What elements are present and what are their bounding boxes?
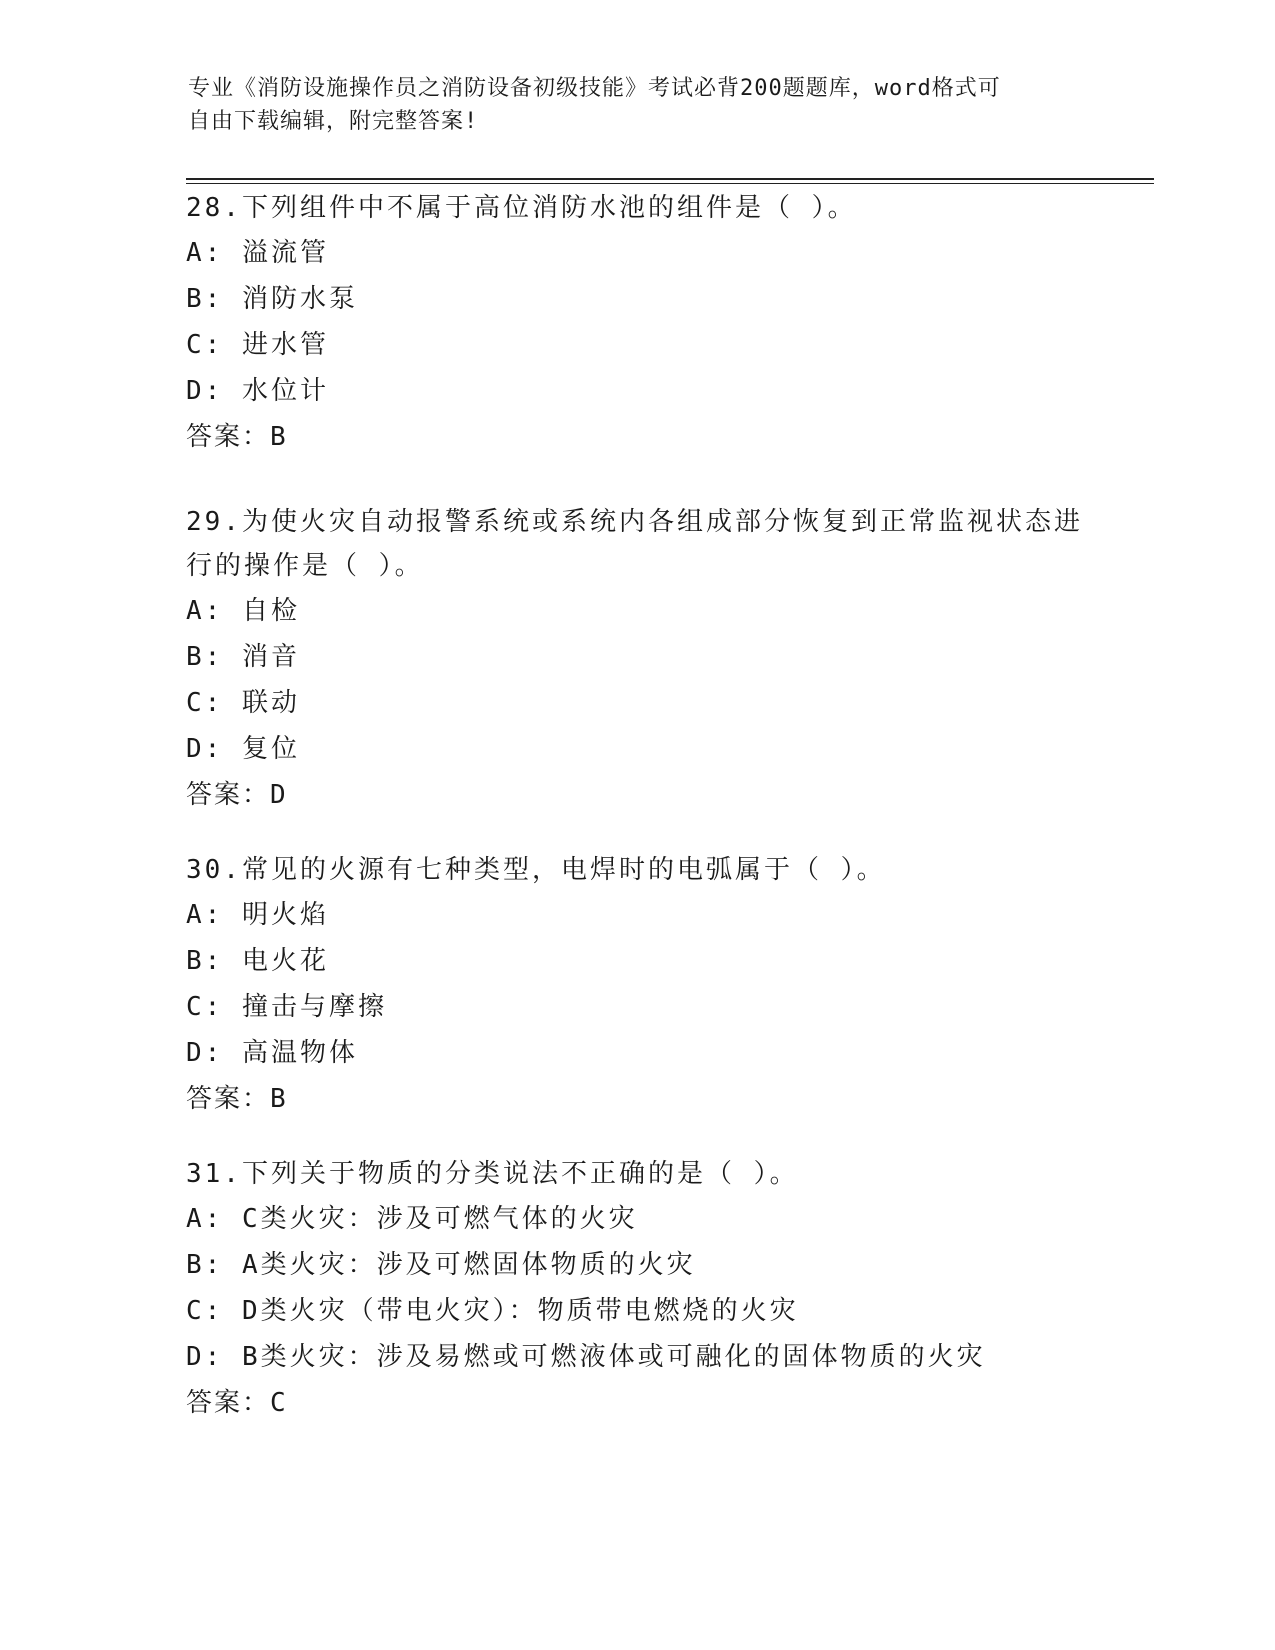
- question-30: [186, 848, 1126, 1122]
- option-d: D: B类火灾：涉及易燃或可燃液体或可融化的固体物质的火灾: [186, 1342, 986, 1372]
- option-a: A: 明火焰: [186, 900, 329, 930]
- header-divider-thick: [186, 178, 1154, 180]
- option-d: D: 复位: [186, 734, 300, 764]
- option-b: B: A类火灾：涉及可燃固体物质的火灾: [186, 1250, 696, 1280]
- question-31: [186, 1152, 1126, 1426]
- option-b: B: 消音: [186, 642, 300, 672]
- answer-value: B: [270, 422, 288, 452]
- option-d: D: 高温物体: [186, 1038, 358, 1068]
- question-stem: 30.常见的火源有七种类型，电焊时的电弧属于（ ）。: [186, 855, 886, 885]
- header-line-1: 专业《消防设施操作员之消防设备初级技能》考试必背200题题库，word格式可: [188, 76, 1001, 101]
- question-stem: 28.下列组件中不属于高位消防水池的组件是（ ）。: [186, 193, 857, 223]
- answer-label: 答案：: [186, 1084, 271, 1114]
- answer-value: C: [270, 1388, 288, 1418]
- question-stem-line-1: 29.为使火灾自动报警系统或系统内各组成部分恢复到正常监视状态进: [186, 507, 1083, 537]
- answer-value: D: [270, 780, 288, 810]
- question-stem-line-2: 行的操作是（ ）。: [186, 551, 424, 581]
- option-a: A: 溢流管: [186, 238, 329, 268]
- answer: [186, 772, 1126, 818]
- header-line-2: 自由下载编辑，附完整答案!: [188, 109, 479, 134]
- answer: [186, 1380, 1126, 1426]
- answer-label: 答案：: [186, 780, 271, 810]
- answer-label: 答案：: [186, 1388, 271, 1418]
- option-c: C: 联动: [186, 688, 300, 718]
- header-divider-thin: [186, 183, 1154, 184]
- option-a: A: 自检: [186, 596, 300, 626]
- answer-value: B: [270, 1084, 288, 1114]
- question-stem: 31.下列关于物质的分类说法不正确的是（ ）。: [186, 1159, 799, 1189]
- option-c: C: 进水管: [186, 330, 329, 360]
- answer: [186, 414, 1126, 460]
- option-a: A: C类火灾：涉及可燃气体的火灾: [186, 1204, 638, 1234]
- option-c: C: 撞击与摩擦: [186, 992, 387, 1022]
- option-d: D: 水位计: [186, 376, 329, 406]
- option-c: C: D类火灾（带电火灾）：物质带电燃烧的火灾: [186, 1296, 799, 1326]
- answer-label: 答案：: [186, 422, 271, 452]
- option-b: B: 电火花: [186, 946, 329, 976]
- document-header: [188, 72, 1088, 138]
- question-29: [186, 500, 1126, 818]
- answer: [186, 1076, 1126, 1122]
- option-b: B: 消防水泵: [186, 284, 358, 314]
- question-28: [186, 186, 1126, 460]
